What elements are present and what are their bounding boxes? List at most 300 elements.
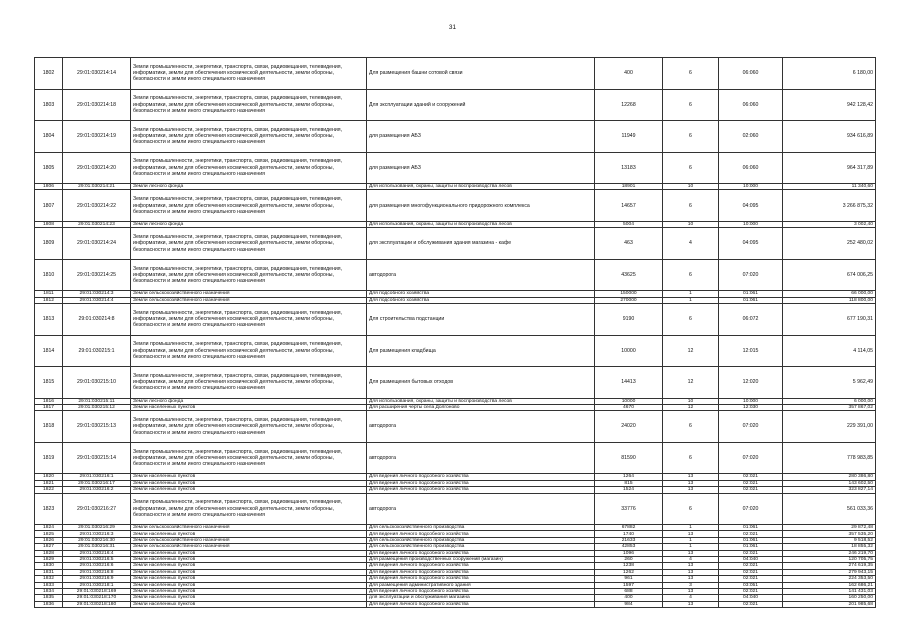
use-code: 06:060 (719, 152, 783, 184)
use-code: 04:095 (719, 228, 783, 260)
area-value: 984 (595, 601, 663, 607)
use-code: 12:030 (719, 404, 783, 410)
table-row (35, 537, 876, 543)
area-value: 10000 (595, 398, 663, 404)
cadastral-value: 357 867,02 (783, 404, 876, 410)
cadastral-value: 357 535,20 (783, 531, 876, 537)
cadastral-number: 29:01:030214:21 (63, 184, 131, 190)
cadastral-number: 29:01:030214:8 (63, 304, 131, 336)
cadastral-number: 29:01:030216:4 (63, 550, 131, 556)
area-value: 1524 (595, 487, 663, 493)
group-number: 4 (663, 556, 719, 562)
group-number: 6 (663, 58, 719, 90)
cadastral-value: 246 219,70 (783, 550, 876, 556)
row-number: 1807 (35, 190, 63, 222)
group-number: 6 (663, 190, 719, 222)
cadastral-value: 677 190,31 (783, 304, 876, 336)
cadastral-value: 229 391,00 (783, 411, 876, 443)
table-row (35, 221, 876, 227)
cadastral-number: 29:01:030215:14 (63, 442, 131, 474)
cadastral-number: 29:01:030218:169 (63, 588, 131, 594)
row-number: 1821 (35, 480, 63, 486)
cadastral-value: 934 616,89 (783, 121, 876, 153)
permitted-use: Для размещения административного здания (367, 582, 595, 588)
group-number: 13 (663, 563, 719, 569)
use-code: 04:040 (719, 595, 783, 601)
group-number: 1 (663, 537, 719, 543)
cadastral-number: 29:01:030216:17 (63, 480, 131, 486)
cadastral-number: 29:01:030214:20 (63, 152, 131, 184)
cadastral-value: 280 386,80 (783, 474, 876, 480)
area-value: 43625 (595, 259, 663, 291)
row-number: 1803 (35, 89, 63, 121)
use-code: 07:020 (719, 493, 783, 525)
row-number: 1823 (35, 493, 63, 525)
use-code: 07:020 (719, 259, 783, 291)
cadastral-number: 29:01:030216:5 (63, 556, 131, 562)
land-category: Земли населенных пунктов (131, 576, 367, 582)
permitted-use: Для сельскохозяйственного производства (367, 537, 595, 543)
group-number: 1 (663, 544, 719, 550)
table-row (35, 576, 876, 582)
cadastral-value: 5 962,49 (783, 367, 876, 399)
row-number: 1836 (35, 601, 63, 607)
row-number: 1809 (35, 228, 63, 260)
group-number: 6 (663, 411, 719, 443)
cadastral-value: 3 002,40 (783, 221, 876, 227)
cadastral-value: 561 033,36 (783, 493, 876, 525)
land-category: Земли населенных пунктов (131, 480, 367, 486)
cadastral-value: 323 827,14 (783, 487, 876, 493)
use-code: 02:021 (719, 480, 783, 486)
group-number: 13 (663, 531, 719, 537)
cadastral-value: 118 800,00 (783, 297, 876, 303)
cadastral-number: 29:01:030215:1 (63, 335, 131, 367)
area-value: 12268 (595, 89, 663, 121)
land-category: Земли промышленности, энергетики, транспорта, связи, радиовещания, телевидения, информатики, земли для обеспечения космической деятельности, земли обороны, безопасности и земли иного специального назначения (131, 411, 367, 443)
permitted-use: Для использования, охраны, защиты и воспроизводства лесов (367, 184, 595, 190)
table-row (35, 582, 876, 588)
land-category: Земли промышленности, энергетики, транспорта, связи, радиовещания, телевидения, информатики, земли для обеспечения космической деятельности, земли обороны, безопасности и земли иного специального назначения (131, 228, 367, 260)
group-number: 13 (663, 487, 719, 493)
permitted-use: Для размещения бытовых отходов (367, 367, 595, 399)
group-number: 12 (663, 367, 719, 399)
cadastral-value: 964 317,89 (783, 152, 876, 184)
group-number: 13 (663, 576, 719, 582)
group-number: 4 (663, 595, 719, 601)
table-row (35, 544, 876, 550)
use-code: 01:061 (719, 291, 783, 297)
use-code: 07:020 (719, 411, 783, 443)
group-number: 6 (663, 442, 719, 474)
area-value: 10000 (595, 335, 663, 367)
cadastral-number: 29:01:030218:180 (63, 601, 131, 607)
use-code: 01:061 (719, 297, 783, 303)
table-row (35, 304, 876, 336)
area-value: 688 (595, 588, 663, 594)
permitted-use: для размещения АБЗ (367, 152, 595, 184)
area-value: 33776 (595, 493, 663, 525)
use-code: 02:021 (719, 550, 783, 556)
row-number: 1832 (35, 576, 63, 582)
use-code: 02:021 (719, 531, 783, 537)
use-code: 10:000 (719, 221, 783, 227)
row-number: 1812 (35, 297, 63, 303)
cadastral-number: 29:01:030216:8 (63, 569, 131, 575)
area-value: 1740 (595, 531, 663, 537)
table-row (35, 184, 876, 190)
use-code: 02:021 (719, 601, 783, 607)
permitted-use: Для строительства подстанции (367, 304, 595, 336)
area-value: 81590 (595, 442, 663, 474)
cadastral-value: 6 180,00 (783, 58, 876, 90)
cadastral-number: 29:01:030216:9 (63, 576, 131, 582)
use-code: 06:072 (719, 304, 783, 336)
table-row (35, 367, 876, 399)
table-row (35, 595, 876, 601)
permitted-use: автодорога (367, 442, 595, 474)
row-number: 1813 (35, 304, 63, 336)
permitted-use: Для ведения личного подсобного хозяйства (367, 487, 595, 493)
permitted-use: Для ведения личного подсобного хозяйства (367, 576, 595, 582)
row-number: 1826 (35, 537, 63, 543)
cadastral-number: 29:01:030216:6 (63, 563, 131, 569)
land-category: Земли промышленности, энергетики, транспорта, связи, радиовещания, телевидения, информатики, земли для обеспечения космической деятельности, земли обороны, безопасности и земли иного специального назначения (131, 335, 367, 367)
group-number: 6 (663, 89, 719, 121)
area-value: 24020 (595, 411, 663, 443)
cadastral-value: 160 250,00 (783, 595, 876, 601)
table-row (35, 442, 876, 474)
area-value: 4670 (595, 404, 663, 410)
cadastral-value: 778 983,85 (783, 442, 876, 474)
group-number: 1 (663, 525, 719, 531)
area-value: 400 (595, 595, 663, 601)
use-code: 02:021 (719, 563, 783, 569)
cadastral-value: 224 353,50 (783, 576, 876, 582)
row-number: 1829 (35, 556, 63, 562)
cadastral-number: 29:01:030215:11 (63, 398, 131, 404)
land-category: Земли сельскохозяйственного назначения (131, 291, 367, 297)
permitted-use: Для эксплуатации зданий и сооружений (367, 89, 595, 121)
row-number: 1810 (35, 259, 63, 291)
table-row (35, 487, 876, 493)
land-category: Земли населенных пунктов (131, 404, 367, 410)
use-code: 01:061 (719, 525, 783, 531)
page-number: 31 (448, 24, 457, 31)
row-number: 1820 (35, 474, 63, 480)
land-category: Земли населенных пунктов (131, 588, 367, 594)
cadastral-value: 11 340,60 (783, 184, 876, 190)
table-row (35, 474, 876, 480)
land-category: Земли населенных пунктов (131, 474, 367, 480)
cadastral-number: 29:01:030214:14 (63, 58, 131, 90)
area-value: 18901 (595, 184, 663, 190)
use-code: 06:060 (719, 58, 783, 90)
cadastral-value: 4 114,05 (783, 335, 876, 367)
cadastral-value: 143 602,50 (783, 480, 876, 486)
area-value: 13183 (595, 152, 663, 184)
use-code: 01:061 (719, 544, 783, 550)
row-number: 1802 (35, 58, 63, 90)
table-row (35, 190, 876, 222)
use-code: 01:061 (719, 537, 783, 543)
group-number: 10 (663, 398, 719, 404)
cadastral-number: 29:01:030214:4 (63, 297, 131, 303)
land-category: Земли населенных пунктов (131, 550, 367, 556)
cadastral-value: 18 855,32 (783, 544, 876, 550)
row-number: 1827 (35, 544, 63, 550)
group-number: 6 (663, 304, 719, 336)
table-row (35, 152, 876, 184)
row-number: 1824 (35, 525, 63, 531)
permitted-use: Для расширения черты села Долгоново (367, 404, 595, 410)
table-row (35, 601, 876, 607)
land-category: Земли населенных пунктов (131, 569, 367, 575)
area-value: 400 (595, 58, 663, 90)
permitted-use: для эксплуатации и обслуживания здания магазина - кафе (367, 228, 595, 260)
land-category: Земли сельскохозяйственного назначения (131, 544, 367, 550)
land-category: Земли населенных пунктов (131, 595, 367, 601)
cadastral-number: 29:01:030214:18 (63, 89, 131, 121)
group-number: 13 (663, 480, 719, 486)
permitted-use: автодорога (367, 259, 595, 291)
table-row (35, 259, 876, 291)
land-category: Земли лесного фонда (131, 398, 367, 404)
use-code: 12:020 (719, 367, 783, 399)
cadastral-value: 29 872,48 (783, 525, 876, 531)
table-row (35, 480, 876, 486)
use-code: 02:021 (719, 474, 783, 480)
row-number: 1835 (35, 595, 63, 601)
area-value: 270000 (595, 297, 663, 303)
land-category: Земли промышленности, энергетики, транспорта, связи, радиовещания, телевидения, информатики, земли для обеспечения космической деятельности, земли обороны, безопасности и земли иного специального назначения (131, 152, 367, 184)
cadastral-number: 29:01:030214:3 (63, 291, 131, 297)
land-category: Земли населенных пунктов (131, 601, 367, 607)
use-code: 02:021 (719, 588, 783, 594)
permitted-use: автодорога (367, 493, 595, 525)
group-number: 1 (663, 297, 719, 303)
row-number: 1816 (35, 398, 63, 404)
cadastral-number: 29:01:030215:13 (63, 411, 131, 443)
group-number: 13 (663, 601, 719, 607)
cadastral-value: 3 266 875,32 (783, 190, 876, 222)
row-number: 1831 (35, 569, 63, 575)
table-row (35, 398, 876, 404)
cadastral-number: 29:01:030214:23 (63, 221, 131, 227)
use-code: 04:095 (719, 190, 783, 222)
group-number: 12 (663, 335, 719, 367)
cadastral-number: 29:01:030216:1 (63, 474, 131, 480)
cadastral-value: 201 985,68 (783, 601, 876, 607)
cadastral-number: 29:01:030216:2 (63, 487, 131, 493)
area-value: 21633 (595, 537, 663, 543)
land-category: Земли промышленности, энергетики, транспорта, связи, радиовещания, телевидения, информатики, земли для обеспечения космической деятельности, земли обороны, безопасности и земли иного специального назначения (131, 259, 367, 291)
group-number: 4 (663, 228, 719, 260)
area-value: 1262 (595, 569, 663, 575)
row-number: 1828 (35, 550, 63, 556)
permitted-use: Для ведения личного подсобного хозяйства (367, 569, 595, 575)
use-code: 10:000 (719, 184, 783, 190)
permitted-use: Для размещения производственных сооружений (магазин) (367, 556, 595, 562)
land-category: Земли лесного фонда (131, 184, 367, 190)
use-code: 02:021 (719, 576, 783, 582)
area-value: 1238 (595, 563, 663, 569)
group-number: 10 (663, 221, 719, 227)
permitted-use: Для размещения кладбища (367, 335, 595, 367)
permitted-use: Для сельскохозяйственного производства (367, 525, 595, 531)
table-row (35, 228, 876, 260)
row-number: 1811 (35, 291, 63, 297)
group-number: 13 (663, 569, 719, 575)
row-number: 1822 (35, 487, 63, 493)
cadastral-number: 29:01:030214:24 (63, 228, 131, 260)
row-number: 1815 (35, 367, 63, 399)
permitted-use: для размещения АБЗ (367, 121, 595, 153)
cadastral-value: 274 619,35 (783, 563, 876, 569)
use-code: 02:021 (719, 487, 783, 493)
group-number: 3 (663, 582, 719, 588)
cadastral-number: 29:01:030214:19 (63, 121, 131, 153)
permitted-use: Для размещения башни сотовой связи (367, 58, 595, 90)
land-category: Земли промышленности, энергетики, транспорта, связи, радиовещания, телевидения, информатики, земли для обеспечения космической деятельности, земли обороны, безопасности и земли иного специального назначения (131, 367, 367, 399)
table-row (35, 411, 876, 443)
land-parcel-table (34, 57, 876, 608)
land-category: Земли промышленности, энергетики, транспорта, связи, радиовещания, телевидения, информатики, земли для обеспечения космической деятельности, земли обороны, безопасности и земли иного специального назначения (131, 89, 367, 121)
group-number: 13 (663, 474, 719, 480)
table-row (35, 556, 876, 562)
permitted-use: Для ведения личного подсобного хозяйства (367, 588, 595, 594)
area-value: 1597 (595, 582, 663, 588)
row-number: 1834 (35, 588, 63, 594)
cadastral-number: 29:01:030216:31 (63, 544, 131, 550)
row-number: 1806 (35, 184, 63, 190)
permitted-use: Для подсобного хозяйства (367, 297, 595, 303)
row-number: 1819 (35, 442, 63, 474)
area-value: 14657 (595, 190, 663, 222)
area-value: 67882 (595, 525, 663, 531)
cadastral-number: 29:01:030218:1 (63, 582, 131, 588)
land-category: Земли населенных пунктов (131, 531, 367, 537)
cadastral-value: 6 000,00 (783, 398, 876, 404)
group-number: 6 (663, 152, 719, 184)
cadastral-number: 29:01:030218:170 (63, 595, 131, 601)
table-row (35, 121, 876, 153)
permitted-use: Для ведения личного подсобного хозяйства (367, 550, 595, 556)
cadastral-value: 66 000,00 (783, 291, 876, 297)
cadastral-number: 29:01:030214:25 (63, 259, 131, 291)
group-number: 13 (663, 550, 719, 556)
row-number: 1833 (35, 582, 63, 588)
use-code: 12:015 (719, 335, 783, 367)
row-number: 1817 (35, 404, 63, 410)
table-row (35, 588, 876, 594)
land-category: Земли лесного фонда (131, 221, 367, 227)
cadastral-value: 674 006,25 (783, 259, 876, 291)
table-row (35, 89, 876, 121)
group-number: 13 (663, 588, 719, 594)
cadastral-value: 942 128,42 (783, 89, 876, 121)
group-number: 10 (663, 184, 719, 190)
cadastral-number: 29:01:030216:27 (63, 493, 131, 525)
row-number: 1804 (35, 121, 63, 153)
table-row (35, 404, 876, 410)
land-category: Земли промышленности, энергетики, транспорта, связи, радиовещания, телевидения, информатики, земли для обеспечения космической деятельности, земли обороны, безопасности и земли иного специального назначения (131, 58, 367, 90)
area-value: 815 (595, 480, 663, 486)
land-category: Земли промышленности, энергетики, транспорта, связи, радиовещания, телевидения, информатики, земли для обеспечения космической деятельности, земли обороны, безопасности и земли иного специального назначения (131, 442, 367, 474)
land-category: Земли промышленности, энергетики, транспорта, связи, радиовещания, телевидения, информатики, земли для обеспечения космической деятельности, земли обороны, безопасности и земли иного специального назначения (131, 190, 367, 222)
use-code: 06:060 (719, 89, 783, 121)
group-number: 12 (663, 404, 719, 410)
cadastral-number: 29:01:030214:22 (63, 190, 131, 222)
land-category: Земли промышленности, энергетики, транспорта, связи, радиовещания, телевидения, информатики, земли для обеспечения космической деятельности, земли обороны, безопасности и земли иного специального назначения (131, 121, 367, 153)
permitted-use: Для сельскохозяйственного производства (367, 544, 595, 550)
use-code: 04:040 (719, 556, 783, 562)
table-row (35, 563, 876, 569)
cadastral-value: 279 943,15 (783, 569, 876, 575)
group-number: 1 (663, 291, 719, 297)
land-category: Земли населенных пунктов (131, 487, 367, 493)
use-code: 02:060 (719, 121, 783, 153)
table-row (35, 58, 876, 90)
cadastral-number: 29:01:030215:10 (63, 367, 131, 399)
land-category: Земли сельскохозяйственного назначения (131, 537, 367, 543)
land-category: Земли населенных пунктов (131, 582, 367, 588)
land-category: Земли населенных пунктов (131, 563, 367, 569)
cadastral-number: 29:01:030216:29 (63, 525, 131, 531)
area-value: 42853 (595, 544, 663, 550)
row-number: 1825 (35, 531, 63, 537)
table-row (35, 550, 876, 556)
permitted-use: Для подсобного хозяйства (367, 291, 595, 297)
group-number: 6 (663, 121, 719, 153)
area-value: 150000 (595, 291, 663, 297)
table-row (35, 335, 876, 367)
area-value: 260 (595, 556, 663, 562)
area-value: 961 (595, 576, 663, 582)
use-code: 07:020 (719, 442, 783, 474)
permitted-use: Для ведения личного подсобного хозяйства (367, 563, 595, 569)
row-number: 1805 (35, 152, 63, 184)
area-value: 14413 (595, 367, 663, 399)
permitted-use: Для ведения личного подсобного хозяйства (367, 531, 595, 537)
area-value: 1264 (595, 474, 663, 480)
group-number: 6 (663, 493, 719, 525)
cadastral-value: 252 480,02 (783, 228, 876, 260)
permitted-use: Для использования, охраны, защиты и воспроизводства лесов (367, 398, 595, 404)
area-value: 1096 (595, 550, 663, 556)
row-number: 1814 (35, 335, 63, 367)
permitted-use: Для ведения личного подсобного хозяйства (367, 480, 595, 486)
cadastral-value: 9 518,52 (783, 537, 876, 543)
permitted-use: Для ведения личного подсобного хозяйства (367, 601, 595, 607)
permitted-use: Для ведения личного подсобного хозяйства (367, 474, 595, 480)
cadastral-value: 141 431,03 (783, 588, 876, 594)
cadastral-value: 120 705,75 (783, 556, 876, 562)
area-value: 463 (595, 228, 663, 260)
land-category: Земли сельскохозяйственного назначения (131, 297, 367, 303)
row-number: 1830 (35, 563, 63, 569)
row-number: 1818 (35, 411, 63, 443)
permitted-use: автодорога (367, 411, 595, 443)
table-row (35, 493, 876, 525)
area-value: 5004 (595, 221, 663, 227)
land-category: Земли промышленности, энергетики, транспорта, связи, радиовещания, телевидения, информатики, земли для обеспечения космической деятельности, земли обороны, безопасности и земли иного специального назначения (131, 304, 367, 336)
land-category: Земли населенных пунктов (131, 556, 367, 562)
cadastral-number: 29:01:030216:3 (63, 531, 131, 537)
land-category: Земли промышленности, энергетики, транспорта, связи, радиовещания, телевидения, информатики, земли для обеспечения космической деятельности, земли обороны, безопасности и земли иного специального назначения (131, 493, 367, 525)
table-row (35, 525, 876, 531)
area-value: 9190 (595, 304, 663, 336)
